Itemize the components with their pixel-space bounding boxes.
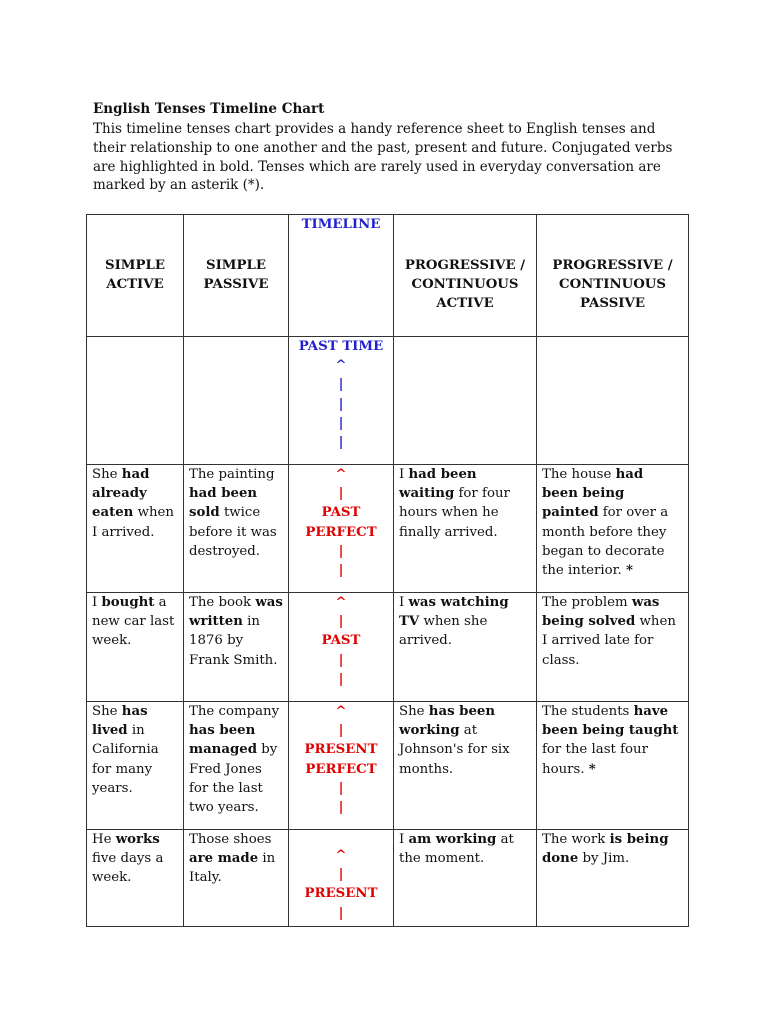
document-title: English Tenses Timeline Chart <box>93 101 325 117</box>
conjugated-verb: works <box>115 832 160 847</box>
header-prog-active <box>394 215 537 337</box>
example-text: when I arrived. <box>92 505 174 540</box>
timeline-bar: | <box>338 543 344 559</box>
table-row-past <box>87 593 689 702</box>
timeline-arrow: ^ <box>335 358 347 374</box>
example-text: for over a month before they began to decorate the interior. <box>542 505 669 579</box>
conjugated-verb: had been being painted <box>542 467 644 521</box>
conjugated-verb: am working <box>408 832 497 847</box>
timeline-bar: | <box>338 652 344 668</box>
rare-tense-asterisk: * <box>626 563 633 579</box>
timeline-label: TIMELINE <box>301 217 381 232</box>
tense-label: PAST <box>321 633 361 649</box>
conjugated-verb: have been being taught <box>542 704 679 739</box>
header-prog-active-label: PROGRESSIVE / CONTINUOUS ACTIVE <box>404 258 526 312</box>
header-simple-active <box>87 215 184 337</box>
past-time-marker <box>289 337 394 465</box>
timeline-arrow: ^ <box>335 848 347 863</box>
example-text: She <box>399 704 429 719</box>
conjugated-verb: has been managed <box>189 723 258 758</box>
example-text: The painting <box>189 467 275 482</box>
example-simple-passive <box>184 702 289 830</box>
empty-cell <box>87 337 184 465</box>
table-row-past-perfect <box>87 465 689 593</box>
example-text: twice before it was destroyed. <box>189 505 277 559</box>
example-text: He <box>92 832 116 847</box>
example-text: five days a week. <box>92 851 164 886</box>
table-row-present-perfect <box>87 702 689 830</box>
tense-label: PRESENT <box>304 886 378 902</box>
example-text: She <box>92 704 122 719</box>
example-prog-passive <box>537 830 689 927</box>
example-text: She <box>92 467 122 482</box>
tenses-table <box>86 214 689 927</box>
example-text: by Jim. <box>578 851 630 867</box>
tense-label: PRESENT PERFECT <box>304 742 378 777</box>
example-prog-active <box>394 593 537 702</box>
past-time-row <box>87 337 689 465</box>
timeline-bar: | <box>338 614 344 630</box>
tense-label: PAST PERFECT <box>305 505 377 540</box>
conjugated-verb: had been sold <box>189 486 258 521</box>
example-text: The company <box>189 704 280 719</box>
example-text: at Johnson's for six months. <box>399 723 510 777</box>
example-text: a new car last week. <box>92 595 175 649</box>
header-simple-active-label: SIMPLE ACTIVE <box>104 258 166 293</box>
example-simple-active <box>87 830 184 927</box>
tense-marker <box>289 465 394 593</box>
past-time-label: PAST TIME <box>298 339 384 354</box>
example-text: in 1876 by Frank Smith. <box>189 614 278 668</box>
timeline-bar: | <box>338 396 344 412</box>
example-prog-passive <box>537 702 689 830</box>
header-simple-passive <box>184 215 289 337</box>
example-prog-active <box>394 702 537 830</box>
example-text: Those shoes <box>189 832 272 847</box>
example-text: The book <box>189 595 256 610</box>
example-prog-passive <box>537 465 689 593</box>
tense-marker <box>289 593 394 702</box>
example-simple-passive <box>184 830 289 927</box>
example-simple-active <box>87 465 184 593</box>
example-text: I <box>92 595 102 610</box>
timeline-bar: | <box>338 723 344 739</box>
timeline-arrow: ^ <box>335 704 347 719</box>
header-simple-passive-label: SIMPLE PASSIVE <box>203 258 269 293</box>
example-prog-passive <box>537 593 689 702</box>
example-text: in California for many years. <box>92 723 159 796</box>
conjugated-verb: had already eaten <box>92 467 150 521</box>
empty-cell <box>394 337 537 465</box>
example-text: The work <box>542 832 610 847</box>
example-text: by Fred Jones for the last two years. <box>189 742 278 816</box>
example-simple-active <box>87 702 184 830</box>
timeline-arrow: ^ <box>335 467 347 482</box>
conjugated-verb: was written <box>189 595 283 630</box>
example-text: at the moment. <box>399 832 514 867</box>
timeline-bar: | <box>338 671 344 687</box>
example-text: I <box>399 467 409 482</box>
example-prog-active <box>394 830 537 927</box>
conjugated-verb: has been working <box>399 704 496 739</box>
empty-cell <box>537 337 689 465</box>
example-text: The students <box>542 704 634 719</box>
empty-cell <box>184 337 289 465</box>
header-timeline <box>289 215 394 337</box>
rare-tense-asterisk: * <box>588 761 596 777</box>
header-row <box>87 215 689 337</box>
example-simple-passive <box>184 593 289 702</box>
example-text: when I arrived late for class. <box>542 614 676 668</box>
conjugated-verb: has lived <box>92 704 148 739</box>
example-text: The problem <box>542 595 632 610</box>
timeline-arrow: ^ <box>335 595 347 610</box>
timeline-bar: | <box>338 867 344 883</box>
timeline-bar: | <box>338 563 344 579</box>
example-simple-active <box>87 593 184 702</box>
example-text: The house <box>542 467 616 482</box>
header-prog-passive-label: PROGRESSIVE / CONTINUOUS PASSIVE <box>552 258 673 312</box>
timeline-bar: | <box>338 780 344 796</box>
conjugated-verb: are made <box>189 851 259 867</box>
conjugated-verb: had been waiting <box>399 467 477 502</box>
tense-marker <box>289 830 394 927</box>
timeline-bar: | <box>338 905 344 921</box>
timeline-bar: | <box>338 415 344 431</box>
example-text: I <box>399 595 409 610</box>
timeline-bar: | <box>338 435 344 451</box>
example-text: when she arrived. <box>399 614 488 649</box>
example-simple-passive <box>184 465 289 593</box>
conjugated-verb: bought <box>101 595 155 610</box>
timeline-bar: | <box>338 377 344 393</box>
example-prog-active <box>394 465 537 593</box>
tense-marker <box>289 702 394 830</box>
table-row-present <box>87 830 689 927</box>
conjugated-verb: is being done <box>542 832 669 867</box>
conjugated-verb: was being solved <box>542 595 660 630</box>
header-prog-passive <box>537 215 689 337</box>
intro-paragraph: This timeline tenses chart provides a handy reference sheet to English tenses and their relationship to one another and the past, present and future. Conjugated verbs are highlighted in bold. Tenses which are rarely used in everyday conversation are marked by an asterik (*). <box>93 121 673 194</box>
example-text: I <box>399 832 409 847</box>
example-text: for the last four hours. <box>542 742 648 777</box>
timeline-bar: | <box>338 486 344 502</box>
conjugated-verb: was watching TV <box>399 595 509 630</box>
timeline-bar: | <box>338 800 344 816</box>
example-text: in Italy. <box>189 851 276 886</box>
example-text: for four hours when he finally arrived. <box>399 486 510 540</box>
